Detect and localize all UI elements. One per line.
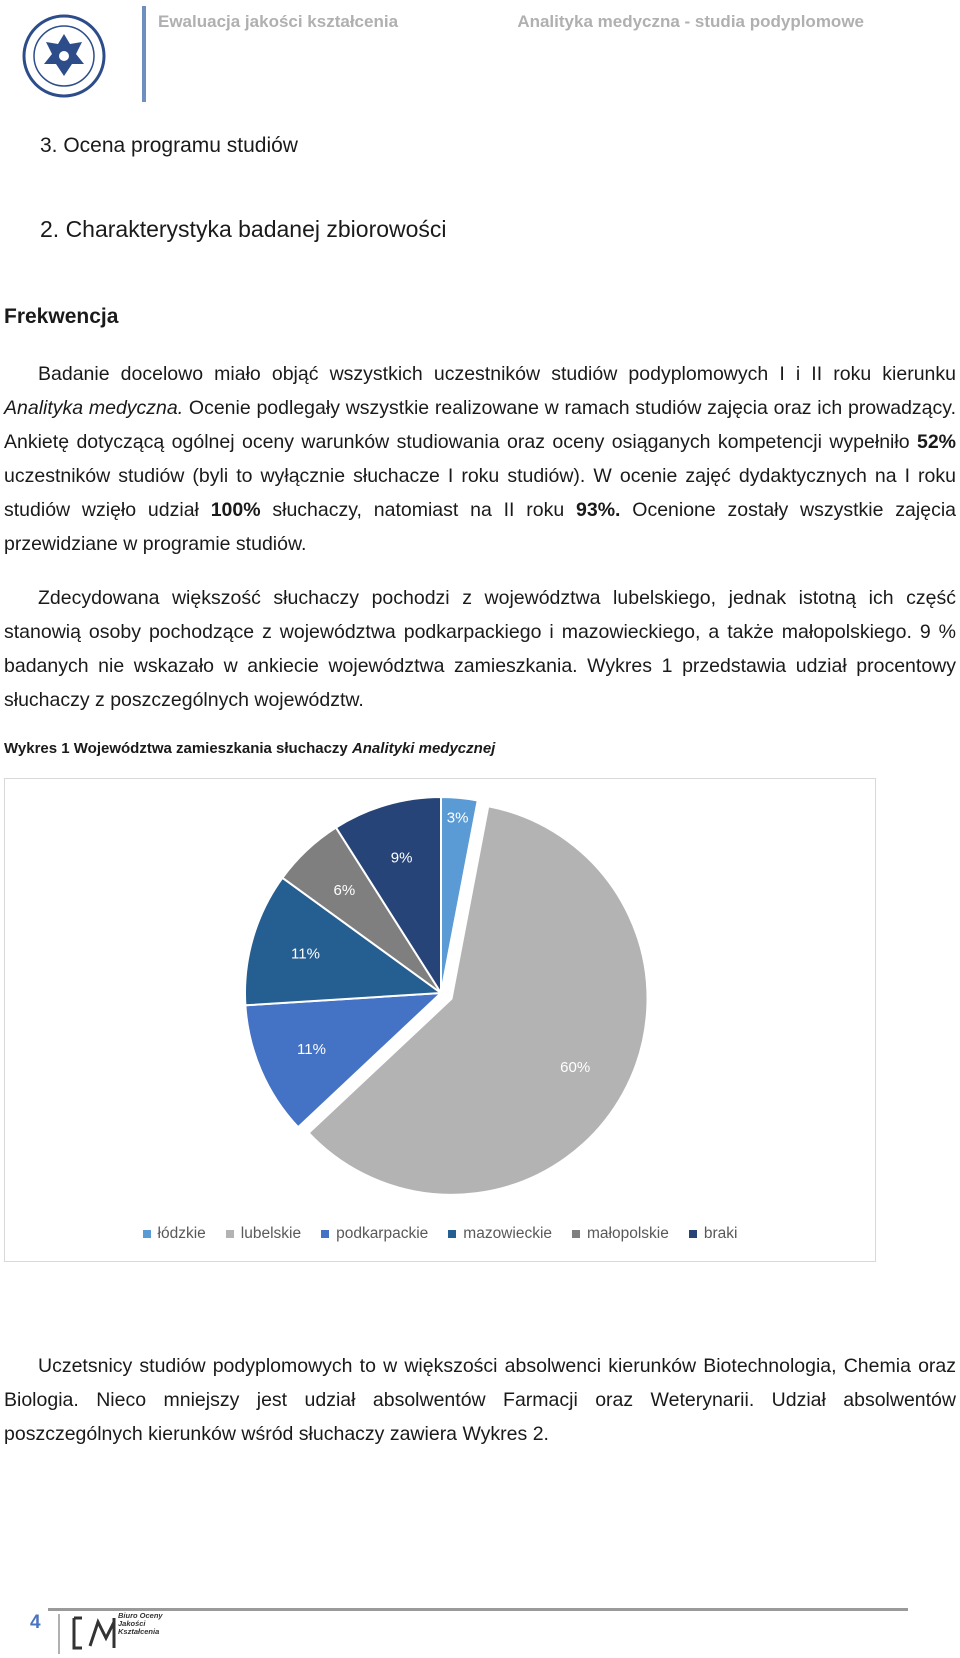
page-number: 4 — [30, 1612, 41, 1633]
legend-swatch — [321, 1230, 329, 1238]
legend-swatch — [689, 1230, 697, 1238]
pie-label-podkarpackie: 11% — [297, 1041, 326, 1059]
section-heading-program: 3. Ocena programu studiów — [40, 134, 298, 157]
quality-office-logo-text: Biuro Oceny Jakości Kształcenia — [118, 1611, 163, 1636]
chart-caption: Wykres 1 Województwa zamieszkania słuchaczy Analityki medycznej — [4, 740, 496, 757]
header-left-title: Ewaluacja jakości kształcenia — [158, 12, 399, 31]
footer-rule — [48, 1608, 908, 1611]
legend-swatch — [572, 1230, 580, 1238]
pie-label-małopolskie: 6% — [333, 882, 356, 900]
legend-swatch — [143, 1230, 151, 1238]
pie-chart-svg — [5, 779, 877, 1219]
pie-label-łódzkie: 3% — [446, 809, 469, 827]
legend-item-mazowieckie — [448, 1225, 552, 1243]
legend-swatch — [448, 1230, 456, 1238]
paragraph-attendance: Badanie docelowo miało objąć wszystkich uczestników studiów podyplomowych I i II roku kierunku Analityka medyczna. Ocenie podlegały wszystkie realizowane w ramach studiów zajęcia oraz ich prowadzący. Ankietę dotyczącą ogólnej oceny warunków studiowania oraz oceny osiąganych kompetencji wypełniło 52% uczestników studiów (byli to wyłącznie słuchacze I roku studiów). W ocenie zajęć dydaktycznych na I roku studiów wzięło udział 100% słuchaczy, natomiast na II roku 93%. Ocenione zostały wszystkie zajęcia przewidziane w programie studiów. — [4, 363, 956, 555]
footer-divider — [58, 1614, 60, 1654]
subheading-attendance: Frekwencja — [4, 305, 119, 328]
pie-label-braki: 9% — [390, 849, 413, 867]
legend-label: mazowieckie — [463, 1225, 553, 1242]
chart-legend — [5, 1225, 875, 1243]
university-seal-logo — [22, 14, 106, 98]
pie-label-mazowieckie: 11% — [291, 945, 320, 963]
pie-label-lubelskie: 60% — [560, 1058, 591, 1076]
legend-label: braki — [703, 1225, 738, 1242]
legend-label: małopolskie — [587, 1225, 669, 1242]
legend-label: lubelskie — [240, 1225, 302, 1242]
legend-item-łódzkie — [143, 1225, 206, 1243]
paragraph-graduates: Uczetsnicy studiów podyplomowych to w większości absolwenci kierunków Biotechnologia, Chemia oraz Biologia. Nieco mniejszy jest udział absolwentów Farmacji oraz Weterynarii. Udział absolwentów poszczególnych kierunków wśród słuchaczy zawiera Wykres 2. — [4, 1355, 956, 1445]
pie-chart — [4, 778, 876, 1262]
header-right-title: Analityka medyczna - studia podyplomowe — [517, 12, 864, 31]
legend-item-lubelskie — [226, 1225, 301, 1243]
section-heading-characteristic: 2. Charakterystyka badanej zbiorowości — [40, 216, 447, 242]
legend-label: łódzkie — [157, 1225, 206, 1242]
legend-item-podkarpackie — [321, 1225, 428, 1243]
header-divider — [142, 6, 146, 102]
paragraph-voivodeships: Zdecydowana większość słuchaczy pochodzi z województwa lubelskiego, jednak istotną ich część stanowią osoby pochodzące z województwa podkarpackiego i mazowieckiego, a także małopolskiego. 9 % badanych nie wskazało w ankiecie województwa zamieszkania. Wykres 1 przedstawia udział procentowy słuchaczy z poszczególnych województw. — [4, 587, 956, 711]
legend-label: podkarpackie — [336, 1225, 429, 1242]
legend-item-małopolskie — [572, 1225, 669, 1243]
legend-swatch — [226, 1230, 234, 1238]
legend-item-braki — [689, 1225, 738, 1243]
